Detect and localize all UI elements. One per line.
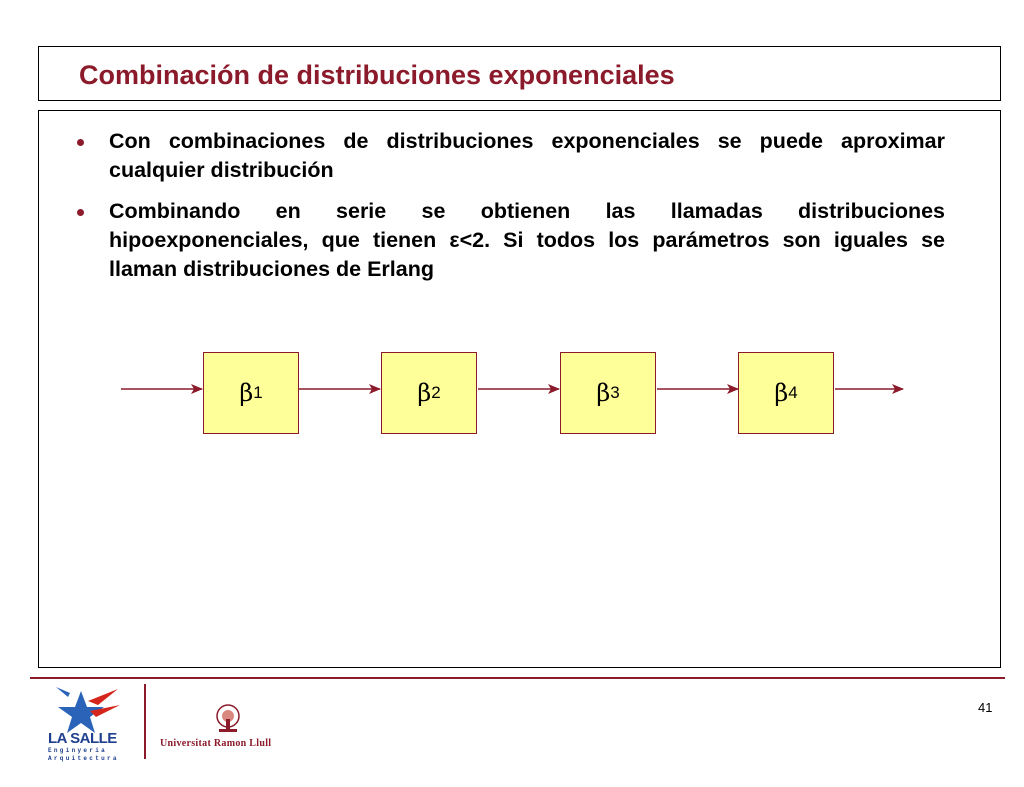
tree-seal-icon [208, 703, 248, 737]
lasalle-line2: Arquitectura [48, 755, 119, 762]
page-number: 41 [978, 700, 993, 715]
lasalle-name: LA SALLE [48, 730, 117, 747]
stage-index: 3 [610, 383, 620, 402]
stage-symbol: β [417, 379, 432, 407]
stage-box-1 [203, 352, 299, 434]
lasalle-logo [48, 683, 134, 763]
stage-box-4 [738, 352, 834, 434]
url-logo [158, 703, 303, 755]
slide-title: Combinación de distribuciones exponenciales [79, 60, 675, 90]
stage-index: 2 [431, 383, 441, 402]
logo-divider [144, 684, 146, 759]
url-name: Universitat Ramon Llull [160, 738, 272, 749]
bullet-text: Combinando en serie se obtienen las llamadas distribuciones hipoexponenciales, que tienen ε<2. Si todos los parámetros son iguales se llaman distribuciones de Erlang [109, 199, 945, 281]
stage-symbol: β [239, 379, 254, 407]
stage-box-2 [381, 352, 477, 434]
stage-index: 4 [788, 383, 798, 402]
stage-symbol: β [774, 379, 789, 407]
stage-index: 1 [253, 383, 263, 402]
bullet-text: Con combinaciones de distribuciones exponenciales se puede aproximar cualquier distribución [109, 129, 945, 182]
lasalle-line1: Enginyeria [48, 747, 108, 754]
footer-divider [30, 677, 1005, 679]
stage-symbol: β [596, 379, 611, 407]
stage-box-3 [560, 352, 656, 434]
star-icon [48, 683, 134, 733]
